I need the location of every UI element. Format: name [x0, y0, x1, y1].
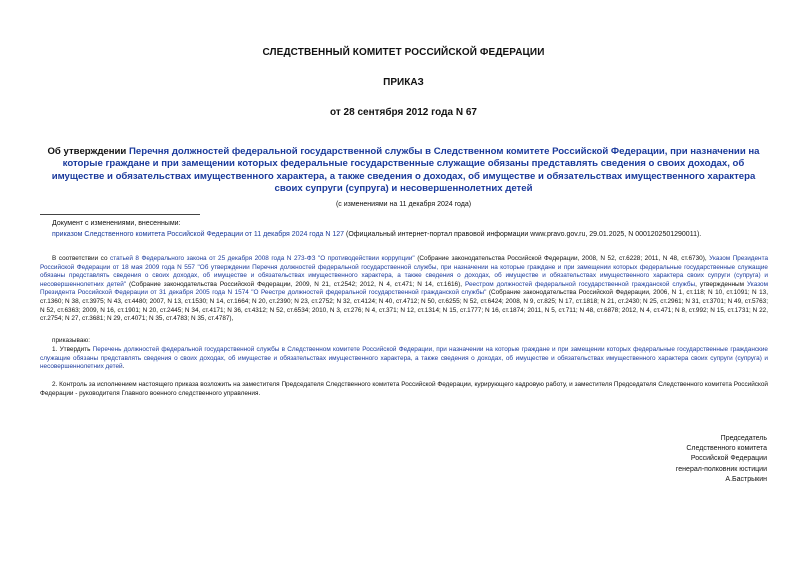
changes-note: (Официальный интернет-портал правовой информации www.pravo.gov.ru, 29.01.2025, N 0001202501290011).	[344, 231, 702, 238]
signature-line-2: Следственного комитета	[686, 445, 767, 453]
p1-link-registry[interactable]: Реестром должностей федеральной государственной гражданской службы	[464, 280, 696, 288]
paragraph-order: приказываю:	[52, 337, 90, 344]
signature-block	[676, 434, 767, 485]
signature-line-4: генерал-полковник юстиции	[675, 465, 767, 473]
p1-text-a: В соответствии со	[52, 255, 111, 262]
p1-text-d: , утвержденным	[695, 280, 747, 288]
divider	[40, 214, 200, 215]
changes-link[interactable]: приказом Следственного комитета Российской Федерации от 11 декабря 2024 года N 127	[52, 231, 345, 238]
paragraph-preamble	[40, 255, 768, 324]
p1-link-decree-557[interactable]: Указом Президента Российской Федерации от 18 мая 2009 года N 557 "Об утверждении Перечня должностей федеральной государственной службы, при назначении на которые граждане и при замещении которых федеральные государственные служащие обязаны представлять сведения о своих доходах, об имуществе и обязательствах имущественного характера, а также сведения о доходах, об имуществе и обязательствах имущественного характера своих супруги (супруга) и несовершеннолетних детей"	[40, 255, 768, 288]
signature-line-5: А.Бастрыкин	[725, 475, 767, 483]
p3-text-b: .	[122, 363, 125, 371]
title-link[interactable]: Перечня должностей федеральной государственной службы в Следственном комитете Российской Федерации, при назначении на которые граждане и при замещении которых федеральные государственные служащие обязаны представлять сведения о своих доходах, об имуществе и обязательствах имущественного характера, а также сведения о доходах, об имуществе и обязательствах имущественного характера своих супруги (супруга) и несовершеннолетних детей	[51, 146, 760, 195]
p1-text-e: (Собрание законодательства Российской Федерации, 2006, N 1, ст.118; N 10, ст.1091; N 13, ст.1360; N 38, ст.3975; N 43, ст.4480; 2007, N 13, ст.1530; N 14, ст.1664; N 20, ст.2390; N 23, ст.2752; N 32, ст.4124; N 40, ст.4712; N 50, ст.6255; N 52, ст.6424; 2008, N 9, ст.825; N 17, ст.1818; N 21, ст.2430; N 25, ст.2961; N 31, ст.3701; N 49, ст.5763; N 52, ст.6363; 2009, N 16, ст.1901; N 20, ст.2445; N 34, ст.4171; N 36, ст.4312; N 52, ст.6534; 2010, N 3, ст.276; N 4, ст.371; N 12, ст.1314; N 15, ст.1777; N 16, ст.1874; 2011, N 5, ст.711; N 48, ст.6878; 2012, N 4, ст.471; N 8, ст.992; N 15, ст.1731; N 22, ст.2754; N 27, ст.3681; N 29, ст.4071; N 35, ст.4783; N 35, ст.4787),	[40, 289, 768, 323]
doc-type-heading: ПРИКАЗ	[383, 77, 424, 88]
paragraph-item-2: 2. Контроль за исполнением настоящего приказа возложить на заместителя Председателя Следственного комитета Российской Федерации, курирующего кадровую работу, и заместителя Председателя Следственного комитета Российской Федерации - руководителя Главного военного следственного управления.	[40, 381, 768, 397]
signature-line-1: Председатель	[720, 435, 767, 442]
p1-text-b: (Собрание законодательства Российской Федерации, 2008, N 52, ст.6228; 2011, N 48, ст.6730),	[414, 255, 710, 262]
p1-text-c: (Собрание законодательства Российской Федерации, 2009, N 21, ст.2542; 2012, N 4, ст.471; N 14, ст.1616),	[126, 280, 465, 288]
p1-link-law[interactable]: статьей 8 Федерального закона от 25 декабря 2008 года N 273-ФЗ "О противодействии коррупции"	[110, 255, 415, 262]
date-number-heading: от 28 сентября 2012 года N 67	[330, 107, 477, 118]
title-prefix: Об утверждении	[47, 146, 129, 157]
p3-link-list[interactable]: Перечень должностей федеральной государственной службы в Следственном комитете Российской Федерации, при назначении на которые граждане и при замещении которых федеральные государственные гражданские служащие обязаны представлять сведения о своих доходах, об имуществе и обязательствах имущественного характера, а также сведения о доходах, об имуществе и обязательствах имущественного характера своих супруги (супруга) и несовершеннолетних детей	[40, 346, 768, 371]
paragraph-item-1	[40, 346, 768, 372]
changes-block	[52, 218, 792, 240]
p3-text-a: 1. Утвердить	[52, 346, 93, 353]
changes-label: Документ с изменениями, внесенными:	[52, 220, 181, 227]
changes-line	[52, 229, 792, 240]
document-title	[40, 146, 767, 196]
signature-line-3: Российской Федерации	[690, 455, 767, 463]
p1-link-decree-1574[interactable]: Указом Президента Российской Федерации от 31 декабря 2005 года N 1574 "О Реестре должностей федеральной государственной гражданской службы"	[40, 280, 768, 297]
committee-heading: СЛЕДСТВЕННЫЙ КОМИТЕТ РОССИЙСКОЙ ФЕДЕРАЦИИ	[262, 47, 545, 58]
revision-note: (с изменениями на 11 декабря 2024 года)	[335, 201, 472, 208]
